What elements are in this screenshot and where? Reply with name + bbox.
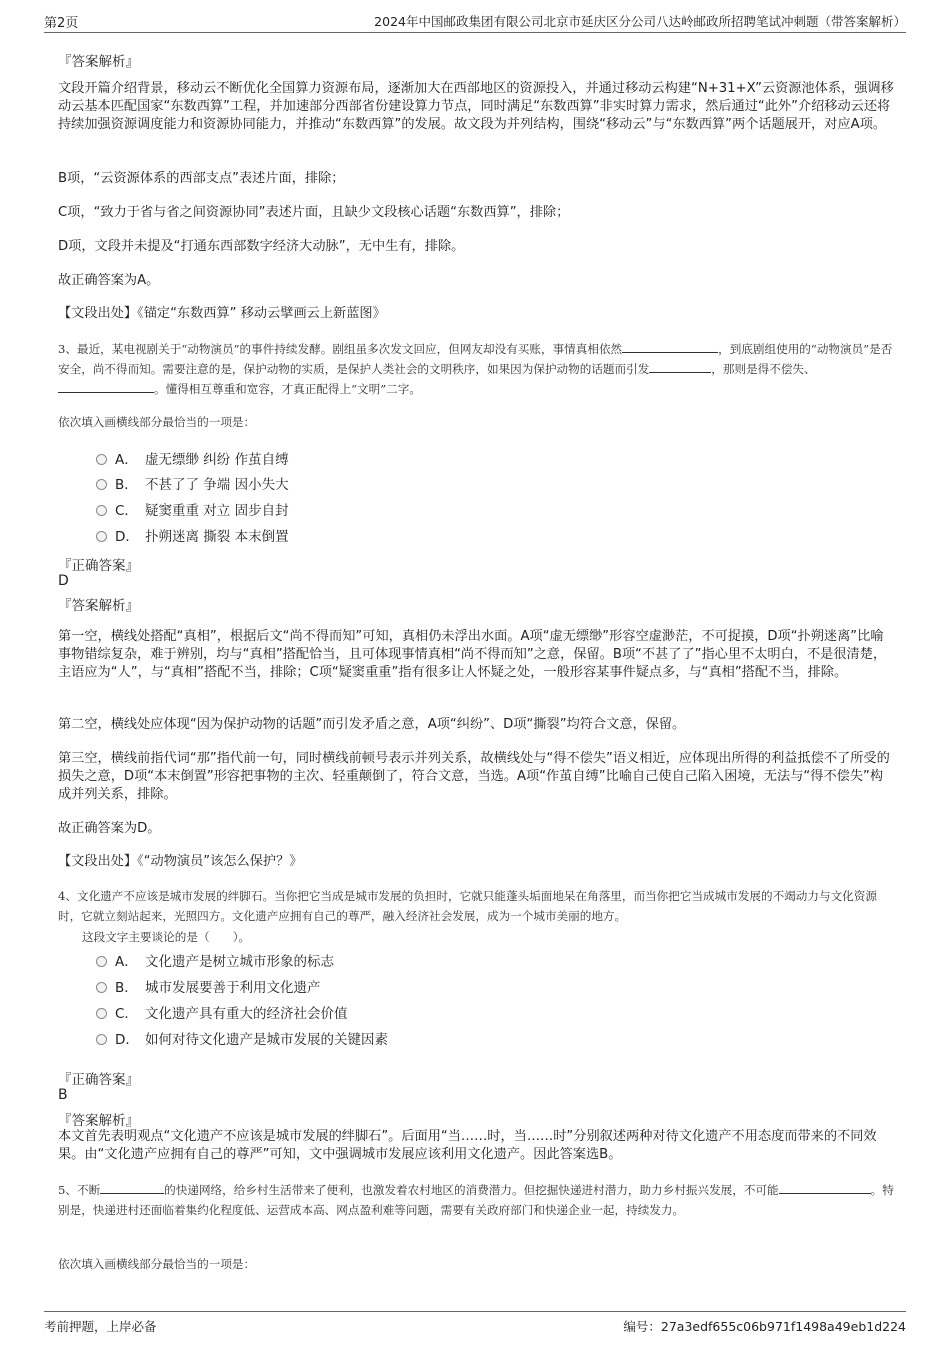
q4-analysis-label: 『答案解析』 xyxy=(58,1113,139,1129)
page-footer xyxy=(44,1311,906,1336)
q5-stem-b: 的快递网络，给乡村生活带来了便利，也激发着农村地区的消费潜力。但挖掘快递进村潜力，助力乡村振兴发展，不可能 xyxy=(164,1183,779,1197)
q4-analysis-p1: 本文首先表明观点“文化遗产不应该是城市发展的绊脚石”。后面用“当……时，当……时”分别叙述两种对待文化遗产不用态度而带来的不同效果。由“文化遗产应拥有自己的尊严”可知，文中强调城市发展应该利用文化遗产。因此答案选B。 xyxy=(58,1129,877,1162)
footer-slogan: 考前押题，上岸必备 xyxy=(44,1319,157,1334)
radio-icon[interactable] xyxy=(96,1008,107,1019)
q5-stem-a: 5、不断 xyxy=(58,1183,101,1197)
q4-option-c[interactable]: C． 文化遗产具有重大的经济社会价值 xyxy=(96,1002,348,1022)
q4-option-b[interactable]: B． 城市发展要善于利用文化遗产 xyxy=(96,976,321,996)
q4-option-a[interactable]: A． 文化遗产是树立城市形象的标志 xyxy=(96,950,334,970)
q3-blank-2 xyxy=(649,360,711,373)
q3-stem-d: 。懂得相互尊重和宽容，才真正配得上“文明”二字。 xyxy=(154,382,421,396)
q3-stem xyxy=(58,339,894,399)
q3-analysis-p2: 第二空，横线处应体现“因为保护动物的话题”而引发矛盾之意，A项“纠纷”、D项“撕裂”均符合文意，保留。 xyxy=(58,717,686,732)
q2-analysis-p3: C项，“致力于省与省之间资源协同”表述片面，且缺少文段核心话题“东数西算”，排除； xyxy=(58,205,570,220)
q3-prompt: 依次填入画横线部分最恰当的一项是： xyxy=(58,415,256,429)
q3-source: 【文段出处】《“动物演员”该怎么保护？》 xyxy=(58,854,303,869)
q3-option-b[interactable]: B． 不甚了了 争端 因小失大 xyxy=(96,473,289,493)
q2-analysis-label: 『答案解析』 xyxy=(58,54,139,70)
radio-icon[interactable] xyxy=(96,1034,107,1045)
q5-blank-2 xyxy=(779,1181,871,1194)
q5-blank-1 xyxy=(100,1181,164,1194)
q5-stem xyxy=(58,1180,894,1220)
q3-blank-3 xyxy=(58,380,154,393)
q5-stem-c: 。特别是，快递进村还面临着集约化程度低、运营成本高、网点盈利难等问题，需要有关政府部门和快递企业一起，持续发力。 xyxy=(58,1183,894,1217)
q2-analysis-p2: B项，“云资源体系的西部支点”表述片面，排除； xyxy=(58,171,345,186)
q5-prompt: 依次填入画横线部分最恰当的一项是： xyxy=(58,1257,256,1271)
q3-analysis-label: 『答案解析』 xyxy=(58,598,139,614)
radio-icon[interactable] xyxy=(96,479,107,490)
q3-analysis-p3: 第三空，横线前指代词“那”指代前一句，同时横线前顿号表示并列关系，故横线处与“得不偿失”语义相近，应体现出所得的利益抵偿不了所受的损失之意，D项“本末倒置”形容把事物的主次、轻重颠倒了，符合文意，当选。A项“作茧自缚”比喻自己使自己陷入困境，无法与“得不偿失”构成并列关系，排除。 xyxy=(58,751,890,802)
q3-option-c[interactable]: C． 疑窦重重 对立 固步自封 xyxy=(96,499,289,519)
q3-stem-c: ，那则是得不偿失、 xyxy=(711,362,816,376)
radio-icon[interactable] xyxy=(96,956,107,967)
q3-stem-b: ，到底剧组使用的“动物演员”是否安全，尚不得而知。需要注意的是，保护动物的实质，是保护人类社会的文明秩序，如果因为保护动物的话题而引发 xyxy=(58,342,893,376)
radio-icon[interactable] xyxy=(96,982,107,993)
q3-blank-1 xyxy=(622,340,718,353)
q4-stem: 4、文化遗产不应该是城市发展的绊脚石。当你把它当成是城市发展的负担时，它就只能蓬头垢面地呆在角落里，而当你把它当成城市发展的不竭动力与文化资源时，它就立刻站起来，光照四方。文化遗产应拥有自己的尊严，融入经济社会发展，成为一个城市美丽的地方。 xyxy=(58,889,877,923)
q3-option-a[interactable]: A． 虚无缥缈 纠纷 作茧自缚 xyxy=(96,448,289,468)
q3-analysis-p1: 第一空，横线处搭配“真相”，根据后文“尚不得而知”可知，真相仍未浮出水面。A项“虚无缥缈”形容空虚渺茫，不可捉摸，D项“扑朔迷离”比喻事物错综复杂，难于辨别，均与“真相”搭配恰当，且可体现事情真相“尚不得而知”之意，保留。B项“不甚了了”指心里不太明白，不是很清楚，主语应为“人”，与“真相”搭配不当，排除；C项“疑窦重重”指有很多让人怀疑之处，一般形容某事件疑点多，与“真相”搭配不当，排除。 xyxy=(58,629,887,680)
q4-option-d[interactable]: D． 如何对待文化遗产是城市发展的关键因素 xyxy=(96,1028,388,1048)
q4-correct-label: 『正确答案』 xyxy=(58,1072,139,1088)
q3-analysis-p4: 故正确答案为D。 xyxy=(58,821,161,836)
document-code: 编号：27a3edf655c06b971f1498a49eb1d224 xyxy=(623,1319,906,1334)
document-title: 2024年中国邮政集团有限公司北京市延庆区分公司八达岭邮政所招聘笔试冲刺题（带答案解析） xyxy=(374,14,906,29)
q3-option-d[interactable]: D． 扑朔迷离 撕裂 本末倒置 xyxy=(96,525,289,545)
q2-analysis-p5: 故正确答案为A。 xyxy=(58,273,160,288)
q4-prompt: 这段文字主要谈论的是（ ）。 xyxy=(82,930,251,944)
q3-correct-label: 『正确答案』 xyxy=(58,558,139,574)
q4-correct-answer: B xyxy=(58,1087,68,1103)
q2-analysis-p4: D项，文段并未提及“打通东西部数字经济大动脉”，无中生有，排除。 xyxy=(58,239,465,254)
radio-icon[interactable] xyxy=(96,531,107,542)
q2-source: 【文段出处】《锚定“东数西算” 移动云擘画云上新蓝图》 xyxy=(58,306,386,321)
radio-icon[interactable] xyxy=(96,454,107,465)
q3-correct-answer: D xyxy=(58,573,69,589)
q2-analysis-p1: 文段开篇介绍背景，移动云不断优化全国算力资源布局，逐渐加大在西部地区的资源投入，并通过移动云构建“N+31+X”云资源池体系，强调移动云基本匹配国家“东数西算”工程，并加速部分西部省份建设算力节点，同时满足“东数西算”非实时算力需求，然后通过“此外”介绍移动云还将持续加强资源调度能力和资源协同能力，并推动“东数西算”的发展。故文段为并列结构，围绕“移动云”与“东数西算”两个话题展开，对应A项。 xyxy=(58,81,894,132)
page-header xyxy=(44,10,906,33)
page-number: 第2页 xyxy=(44,16,79,31)
radio-icon[interactable] xyxy=(96,505,107,516)
q3-stem-a: 3、最近，某电视剧关于“动物演员”的事件持续发酵。剧组虽多次发文回应，但网友却没有买账，事情真相依然 xyxy=(58,342,623,356)
